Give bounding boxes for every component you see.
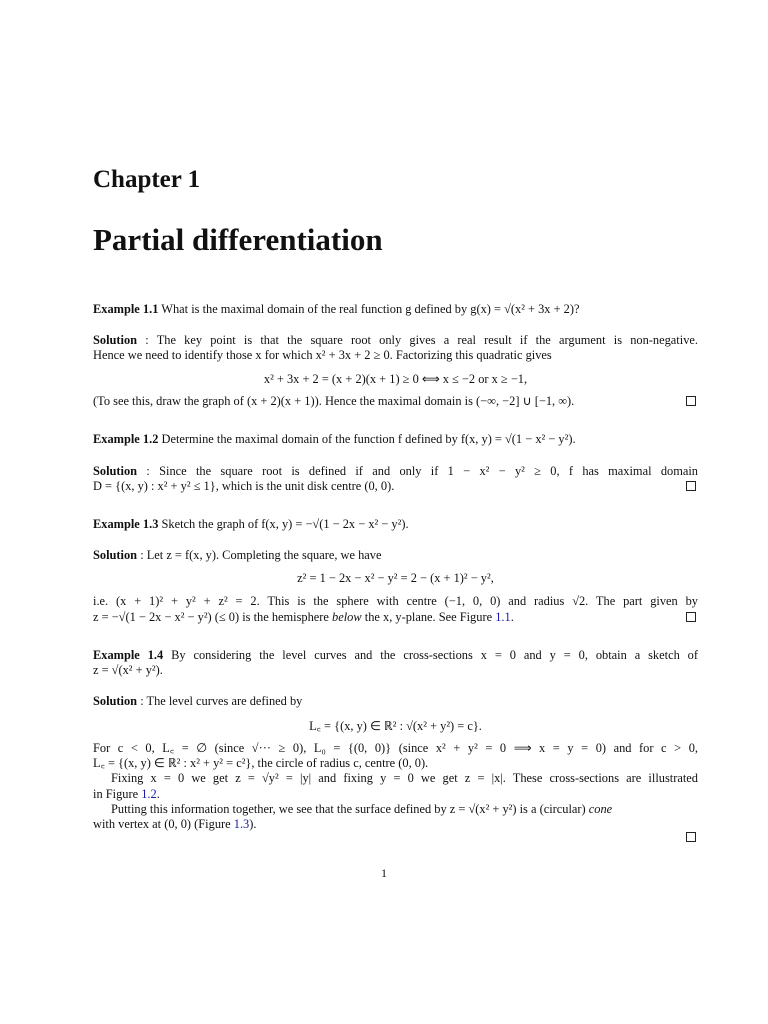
solution-1-4-line-5: [93, 787, 698, 802]
solution-1-1-line-3: (To see this, draw the graph of (x + 2)(x + 1)). Hence the maximal domain is (−∞, −2] ∪ [−1, ∞).: [93, 394, 575, 408]
solution-1-4-line-1: [93, 694, 698, 709]
example-text: Sketch the graph of f(x, y) = −√(1 − 2x − x² − y²).: [161, 517, 409, 531]
solution-1-3-line-2: i.e. (x + 1)² + y² + z² = 2. This is the sphere with centre (−1, 0, 0) and radius √2. The part given by: [93, 594, 698, 608]
emphasis-cone: cone: [588, 802, 613, 816]
text-run: the x, y-plane. See Figure: [364, 610, 493, 624]
example-1-2-question: [93, 432, 698, 447]
emphasis-below: below: [332, 610, 362, 624]
solution-text: : Let z = f(x, y). Completing the square, we have: [140, 548, 382, 562]
example-label: Example 1.2: [93, 432, 159, 446]
solution-label: Solution: [93, 333, 138, 347]
qed-square: [686, 832, 696, 842]
example-1-4-question-line-2: z = √(x² + y²).: [93, 663, 163, 677]
solution-label: Solution: [93, 464, 138, 478]
text-run: Putting this information together, we see that the surface defined by z = √(x² + y²) is a (circular): [111, 802, 586, 816]
equation-1-4: L꜀ = {(x, y) ∈ ℝ² : √(x² + y²) = c}.: [309, 719, 482, 733]
text-run: with vertex at (0, 0) (Figure: [93, 817, 231, 831]
example-text: By considering the level curves and the cross-sections x = 0 and y = 0, obtain a sketch of: [171, 648, 698, 662]
solution-1-4-line-6: [93, 802, 698, 817]
page-number: 1: [381, 866, 387, 880]
solution-1-2-line-2: D = {(x, y) : x² + y² ≤ 1}, which is the unit disk centre (0, 0).: [93, 479, 395, 493]
figure-link[interactable]: 1.1: [495, 610, 511, 624]
example-label: Example 1.3: [93, 517, 159, 531]
qed-square: [686, 396, 696, 406]
example-text: Determine the maximal domain of the function f defined by f(x, y) = √(1 − x² − y²).: [161, 432, 576, 446]
text-run: .: [156, 787, 160, 801]
text-run: ).: [249, 817, 257, 831]
solution-text: : The key point is that the square root only gives a real result if the argument is non-negative.: [145, 333, 698, 347]
solution-label: Solution: [93, 548, 138, 562]
equation-1-3: z² = 1 − 2x − x² − y² = 2 − (x + 1)² − y²,: [297, 571, 494, 585]
text-run: in Figure: [93, 787, 139, 801]
example-label: Example 1.4: [93, 648, 164, 662]
qed-square: [686, 481, 696, 491]
chapter-title: Partial differentiation: [93, 222, 383, 257]
solution-1-1-line-2: Hence we need to identify those x for which x² + 3x + 2 ≥ 0. Factorizing this quadratic gives: [93, 348, 552, 362]
solution-1-4-line-2: For c < 0, L꜀ = ∅ (since √··· ≥ 0), L₀ = {(0, 0)} (since x² + y² = 0 ⟹ x = y = 0) and for c > 0,: [93, 741, 698, 755]
solution-1-4-line-7: [93, 817, 698, 832]
example-1-3-question: [93, 517, 698, 532]
solution-1-3-line-3: [93, 610, 698, 625]
chapter-label: Chapter 1: [93, 166, 201, 193]
solution-1-4-line-4: Fixing x = 0 we get z = √y² = |y| and fixing y = 0 we get z = |x|. These cross-sections are illustrated: [111, 771, 698, 785]
figure-link[interactable]: 1.2: [141, 787, 157, 801]
example-1-4-question-line-1: [93, 648, 698, 663]
solution-text: : Since the square root is defined if and only if 1 − x² − y² ≥ 0, f has maximal domain: [146, 464, 698, 478]
text-run: z = −√(1 − 2x − x² − y²) (≤ 0) is the hemisphere: [93, 610, 329, 624]
example-text: What is the maximal domain of the real function g defined by g(x) = √(x² + 3x + 2)?: [161, 302, 580, 316]
equation-1-1: x² + 3x + 2 = (x + 2)(x + 1) ≥ 0 ⟺ x ≤ −2 or x ≥ −1,: [263, 372, 528, 386]
text-run: .: [510, 610, 514, 624]
solution-1-1-line-1: [93, 333, 698, 348]
solution-1-4-line-3: L꜀ = {(x, y) ∈ ℝ² : x² + y² = c²}, the circle of radius c, centre (0, 0).: [93, 756, 429, 770]
example-1-1-question: [93, 302, 698, 317]
solution-text: : The level curves are defined by: [140, 694, 303, 708]
solution-1-2-line-1: [93, 464, 698, 479]
solution-label: Solution: [93, 694, 138, 708]
example-label: Example 1.1: [93, 302, 159, 316]
qed-square: [686, 612, 696, 622]
solution-1-3-line-1: [93, 548, 698, 563]
figure-link[interactable]: 1.3: [233, 817, 250, 831]
